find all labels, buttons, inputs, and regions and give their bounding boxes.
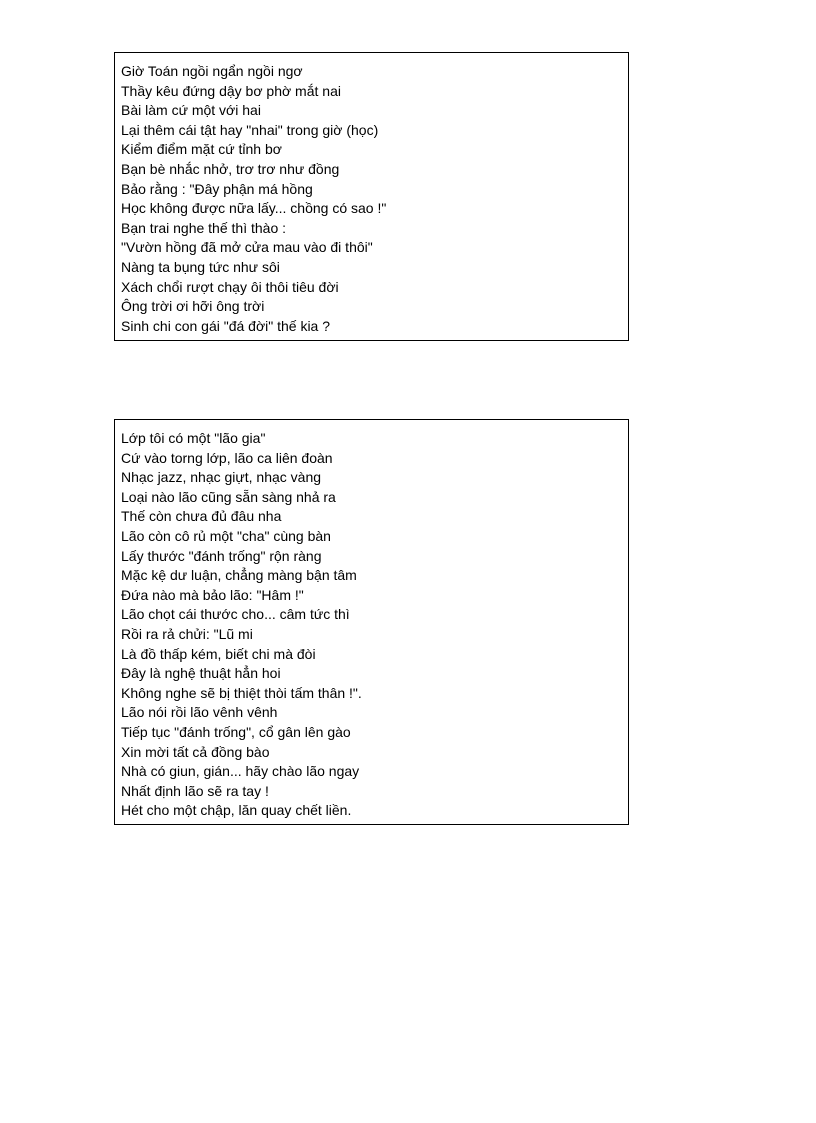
poem-line: Nhạc jazz, nhạc giựt, nhạc vàng — [121, 469, 322, 486]
poem-line: Giờ Toán ngồi ngẩn ngồi ngơ — [121, 63, 303, 79]
poem-box-2 — [114, 419, 629, 825]
poem-line: Xin mời tất cả đồng bào — [121, 743, 270, 760]
poem-line: Bảo rằng : "Đây phận má hồng — [121, 180, 313, 197]
poem-line: Lấy thước "đánh trống" rộn ràng — [121, 547, 322, 564]
poem-line: Lão nói rồi lão vênh vênh — [121, 704, 278, 721]
poem-line: Thế còn chưa đủ đâu nha — [121, 508, 282, 525]
poem-line: Nàng ta bụng tức như sôi — [121, 258, 280, 275]
poem-line: Ông trời ơi hỡi ông trời — [121, 298, 265, 315]
poem-line: "Vườn hồng đã mở cửa mau vào đi thôi" — [121, 239, 373, 256]
poem-line: Lại thêm cái tật hay "nhai" trong giờ (học) — [121, 121, 379, 138]
poem-box-1 — [114, 52, 629, 341]
poem-line: Lớp tôi có một "lão gia" — [121, 430, 266, 446]
poem-line: Bạn trai nghe thế thì thào : — [121, 219, 287, 236]
poem-line: Không nghe sẽ bị thiệt thòi tấm thân !". — [121, 684, 362, 701]
poem-line: Thầy kêu đứng dậy bơ phờ mắt nai — [121, 82, 341, 99]
poem-line: Là đồ thấp kém, biết chi mà đòi — [121, 645, 316, 662]
poem-line: Loại nào lão cũng sẵn sàng nhả ra — [121, 488, 336, 505]
poem-line: Học không được nữa lấy... chồng có sao !" — [121, 200, 387, 217]
poem-line: Xách chổi rượt chạy ôi thôi tiêu đời — [121, 278, 339, 295]
poem-line: Sinh chi con gái "đá đời" thế kia ? — [121, 317, 331, 334]
poem-line: Cứ vào torng lớp, lão ca liên đoàn — [121, 449, 333, 466]
poem-line: Nhà có giun, gián... hãy chào lão ngay — [121, 763, 360, 780]
poem-line: Đứa nào mà bảo lão: "Hâm !" — [121, 586, 304, 603]
poem-line: Mặc kệ dư luận, chẳng màng bận tâm — [121, 567, 357, 584]
poem-line: Tiếp tục "đánh trống", cổ gân lên gào — [121, 723, 351, 740]
poem-line: Đây là nghệ thuật hẳn hoi — [121, 665, 281, 682]
poem-line: Bài làm cứ một với hai — [121, 102, 261, 119]
poem-line: Bạn bè nhắc nhở, trơ trơ như đồng — [121, 160, 340, 177]
poem-line: Kiểm điểm mặt cứ tỉnh bơ — [121, 141, 282, 158]
poem-line: Lão chọt cái thước cho... câm tức thì — [121, 606, 350, 623]
poem-line: Hét cho một chập, lăn quay chết liền. — [121, 802, 352, 819]
poem-line: Rồi ra rả chửi: "Lũ mi — [121, 625, 253, 642]
poem-line: Nhất định lão sẽ ra tay ! — [121, 782, 269, 799]
poem-line: Lão còn cô rủ một "cha" cùng bàn — [121, 527, 331, 544]
